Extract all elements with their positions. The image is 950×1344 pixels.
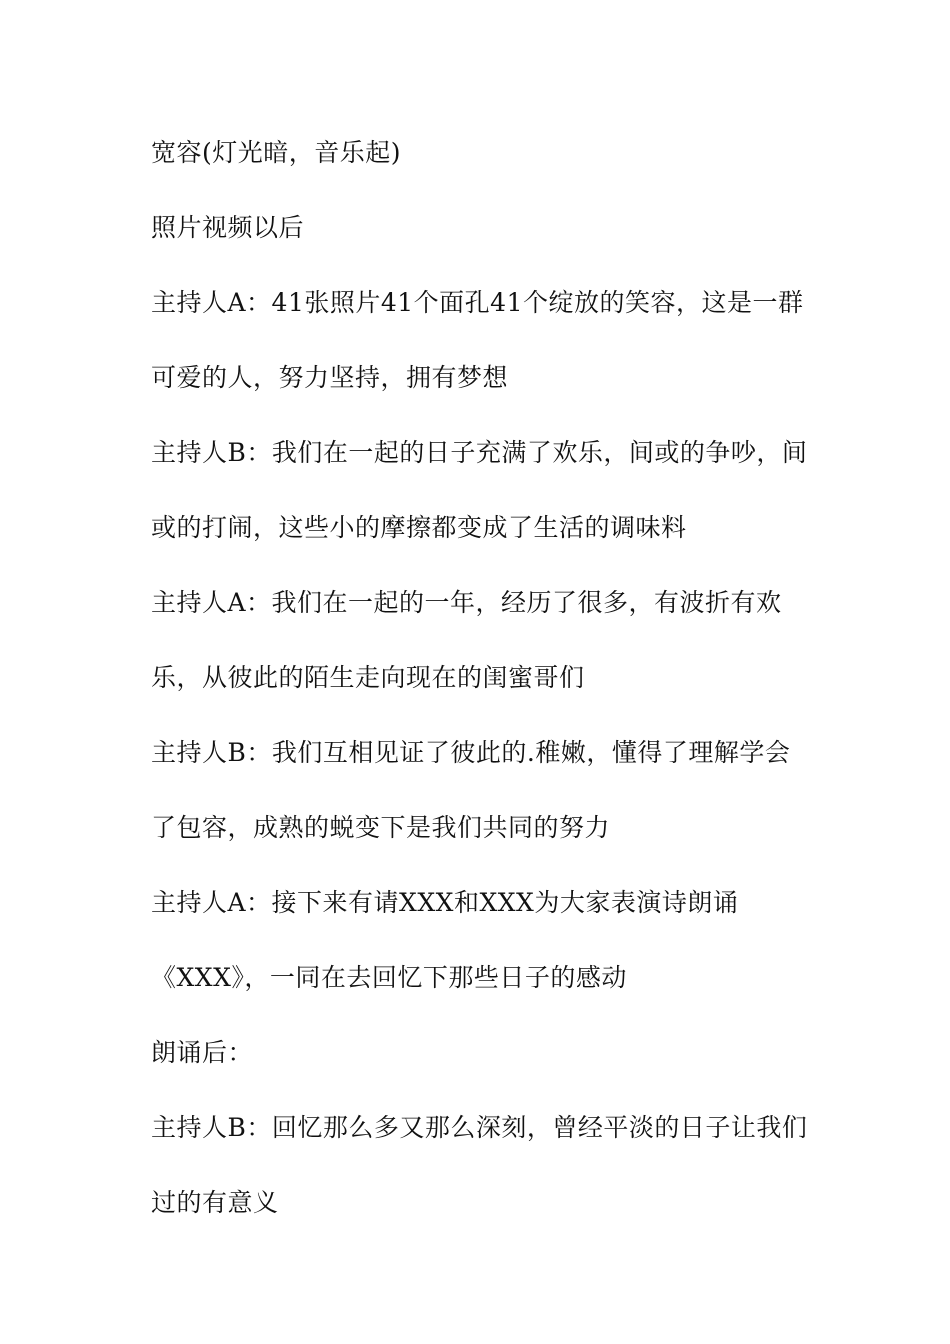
host-b-line: 主持人B：我们在一起的日子充满了欢乐，间或的争吵，间: [151, 438, 808, 467]
host-b-line: 主持人B：回忆那么多又那么深刻，曾经平淡的日子让我们: [151, 1113, 808, 1142]
host-a-line-continued: 《XXX》，一同在去回忆下那些日子的感动: [151, 963, 627, 992]
host-b-line-continued: 或的打闹，这些小的摩擦都变成了生活的调味料: [151, 513, 687, 542]
host-a-line-continued: 可爱的人，努力坚持，拥有梦想: [151, 363, 509, 392]
host-a-line: 主持人A：接下来有请XXX和XXX为大家表演诗朗诵: [151, 888, 739, 917]
document-body: [151, 133, 811, 1258]
host-b-line-continued: 了包容，成熟的蜕变下是我们共同的努力: [151, 813, 611, 842]
stage-direction-line: 宽容(灯光暗，音乐起): [151, 138, 402, 167]
section-heading-line: 照片视频以后: [151, 213, 305, 242]
section-heading-line: 朗诵后：: [151, 1038, 254, 1067]
host-a-line: 主持人A：我们在一起的一年，经历了很多，有波折有欢: [151, 588, 782, 617]
host-a-line: 主持人A：41张照片41个面孔41个绽放的笑容，这是一群: [151, 288, 804, 317]
host-a-line-continued: 乐，从彼此的陌生走向现在的闺蜜哥们: [151, 663, 585, 692]
host-b-line: 主持人B：我们互相见证了彼此的.稚嫩，懂得了理解学会: [151, 738, 791, 767]
host-b-line-continued: 过的有意义: [151, 1188, 279, 1217]
